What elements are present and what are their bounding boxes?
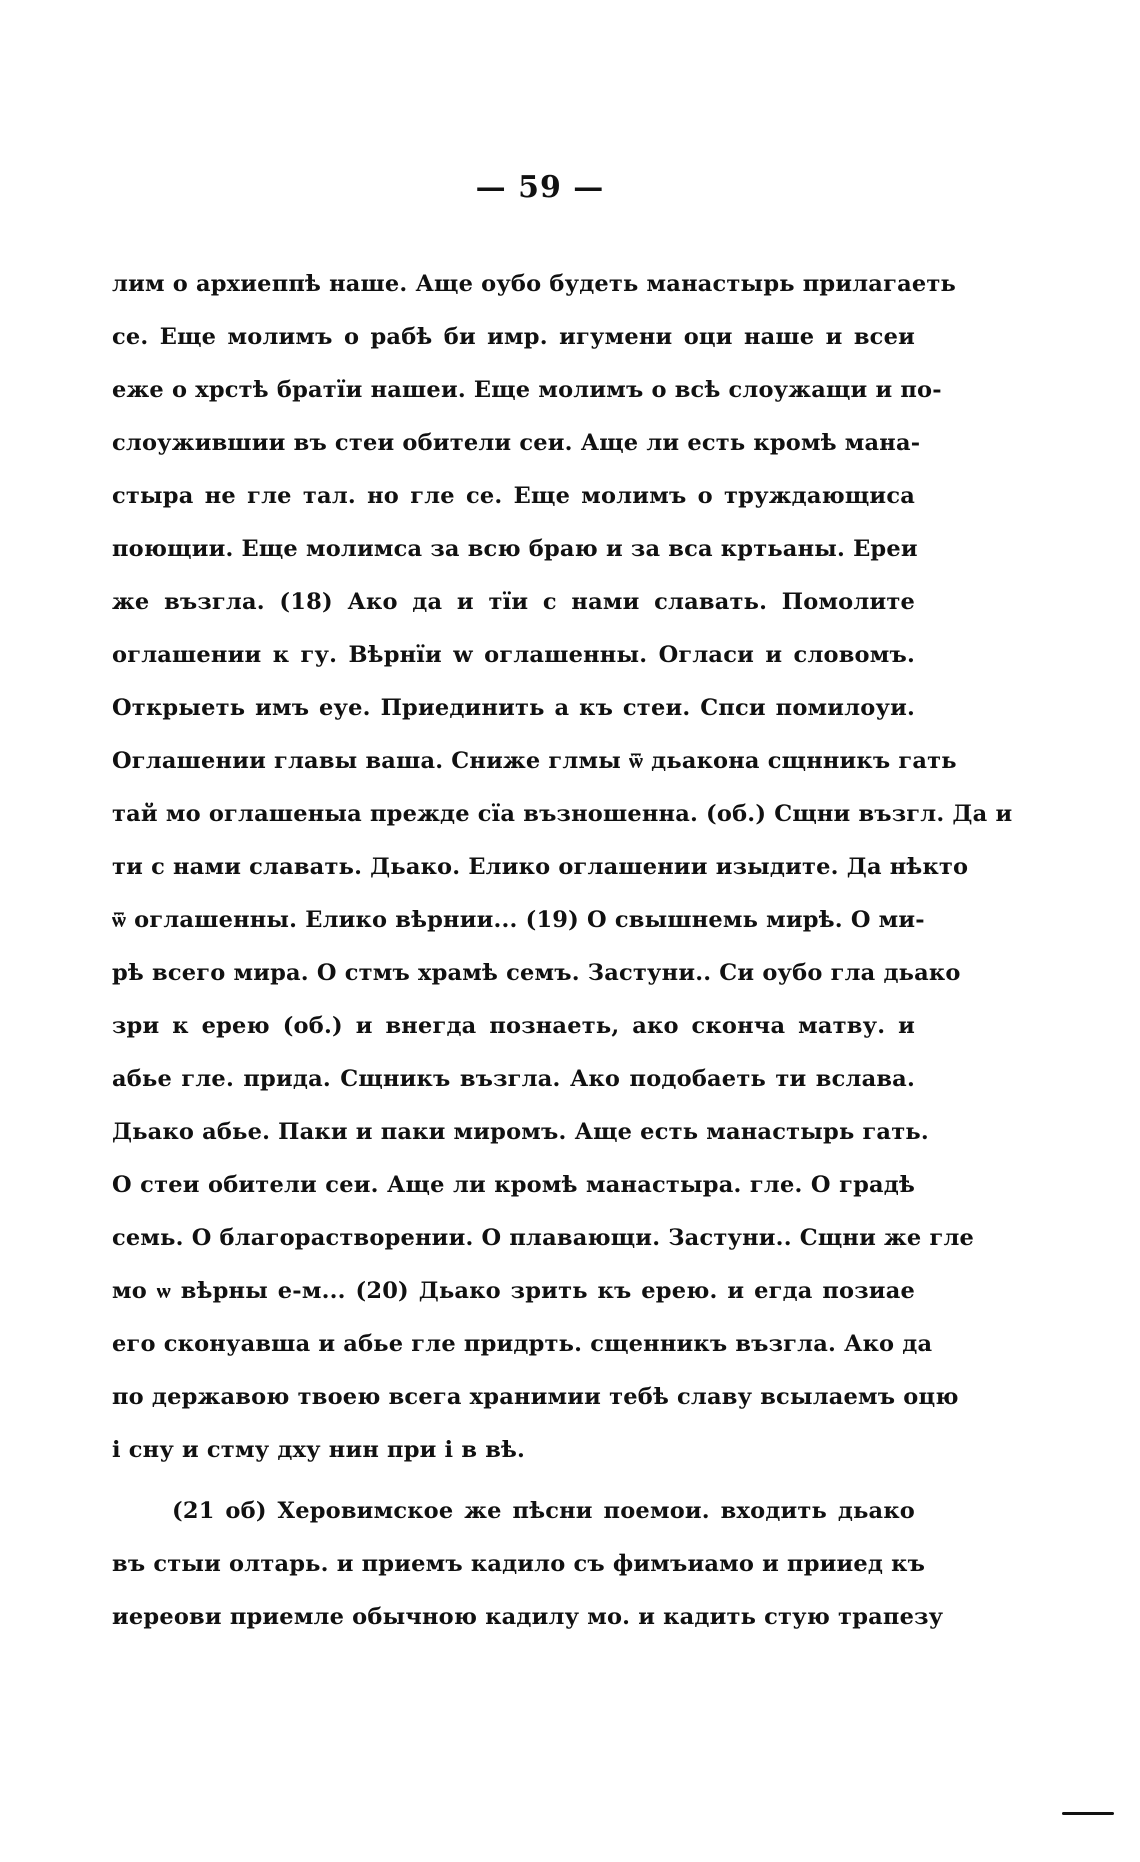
text-line: тай мо оглашеныа прежде сїа възношенна. (об.) Сщни възгл. Да и xyxy=(112,801,1013,827)
text-line: мо ѡ вѣрны е-м... (20) Дьако зрить къ ерею. и егда позиае xyxy=(112,1278,915,1304)
paragraph-start-line: (21 об) Херовимское же пѣсни поемои. входить дьако xyxy=(172,1498,915,1524)
text-line: і сну и стму дху нин при і в вѣ. xyxy=(112,1437,526,1463)
text-line: поющии. Еще молимса за всю браю и за вса кртьаны. Ереи xyxy=(112,536,918,562)
text-line: еже о хрстѣ братїи нашеи. Еще молимъ о всѣ слоужащи и по- xyxy=(112,377,942,403)
page-number: — 59 — xyxy=(475,170,605,205)
text-line: стыра не гле тал. но гле се. Еще молимъ о труждающиса xyxy=(112,483,915,509)
text-line: лим о архиеппѣ наше. Аще оубо будеть манастырь прилагаеть xyxy=(112,271,956,297)
text-line: по державою твоею всега хранимии тебѣ славу всылаемъ оцю xyxy=(112,1384,959,1410)
text-line: рѣ всего мира. О стмъ храмѣ семъ. Застуни.. Си оубо гла дьако xyxy=(112,960,961,986)
text-line: въ стыи олтарь. и приемъ кадило съ фимъиамо и прииед къ xyxy=(112,1551,926,1577)
text-line: абье гле. прида. Сщникъ възгла. Ако подобаеть ти вслава. xyxy=(112,1066,915,1092)
text-line: ѿ оглашенны. Елико вѣрнии... (19) О свышнемь мирѣ. О ми- xyxy=(112,907,925,933)
text-line: оглашении к гу. Вѣрнїи w оглашенны. Огласи и словомъ. xyxy=(112,642,915,668)
text-line: се. Еще молимъ о рабѣ би имр. игумени оци наше и всеи xyxy=(112,324,915,350)
text-line: Открыеть имъ еуе. Приединить а къ стеи. Спси помилоуи. xyxy=(112,695,915,721)
text-line: О стеи обители сеи. Аще ли кромѣ манастыра. гле. О градѣ xyxy=(112,1172,915,1198)
text-line: ти с нами славать. Дьако. Елико оглашении изыдите. Да нѣкто xyxy=(112,854,969,880)
text-line: Оглашении главы ваша. Сниже глмы ѿ дьакона сщнникъ гать xyxy=(112,748,957,774)
text-line: его сконуавша и абье гле придрть. сщенникъ възгла. Ако да xyxy=(112,1331,933,1357)
text-line: семь. О благорастворении. О плавающи. Застуни.. Сщни же гле xyxy=(112,1225,975,1251)
body-text xyxy=(112,258,1013,1644)
text-line: иереови приемле обычною кадилу мо. и кадить стую трапезу xyxy=(112,1604,944,1630)
text-line: Дьако абье. Паки и паки миромъ. Аще есть манастырь гать. xyxy=(112,1119,929,1145)
margin-dash-mark xyxy=(1062,1812,1114,1815)
text-line: зри к ерею (об.) и внегда познаеть, ако сконча матву. и xyxy=(112,1013,915,1039)
text-line: же възгла. (18) Ако да и тїи с нами славать. Помолите xyxy=(112,589,915,615)
text-line: слоужившии въ стеи обители сеи. Аще ли есть кромѣ мана- xyxy=(112,430,921,456)
